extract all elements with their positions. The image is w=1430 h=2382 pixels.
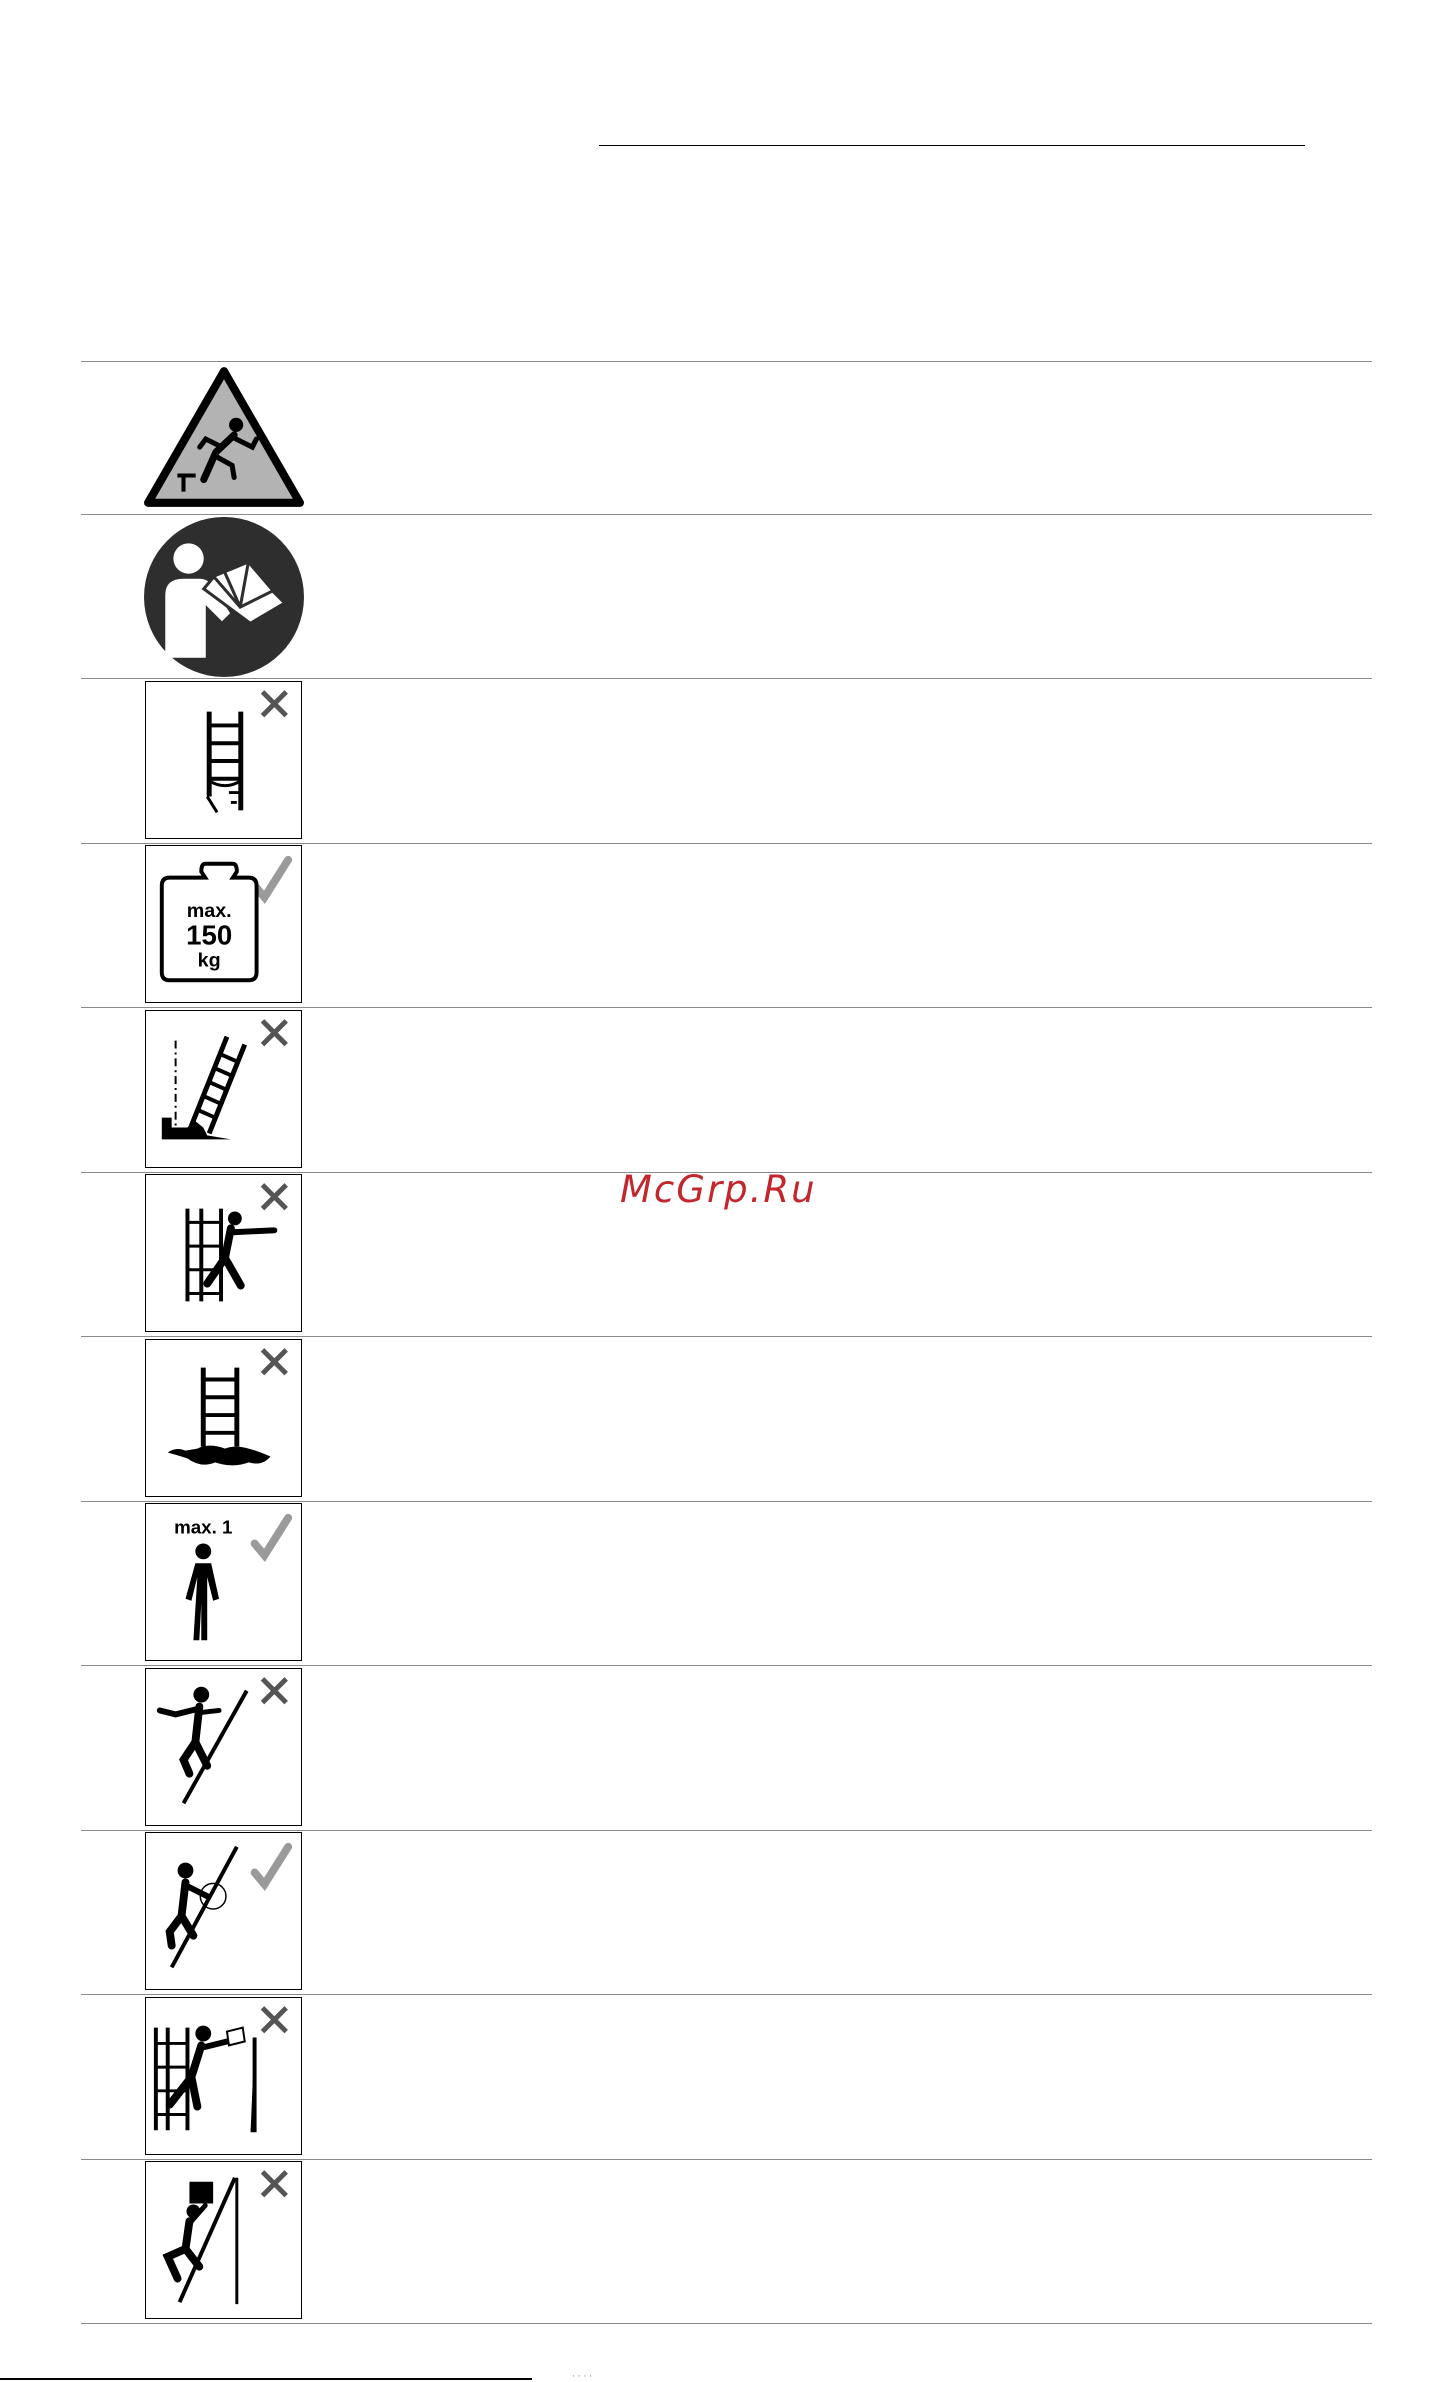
unstable-ground-icon xyxy=(145,1010,302,1168)
watermark-text: McGrp.Ru xyxy=(620,1168,817,1211)
row-divider xyxy=(81,1830,1372,1831)
carrying-load-icon xyxy=(145,2161,302,2319)
header-rule xyxy=(599,145,1305,146)
slippery-surface-icon xyxy=(145,1339,302,1497)
damaged-ladder-icon xyxy=(145,681,302,839)
row-divider xyxy=(81,1501,1372,1502)
person-limit-label: max. 1 xyxy=(174,1516,233,1538)
no-hand-hold-icon xyxy=(145,1668,302,1826)
row-divider xyxy=(81,2159,1372,2160)
hand-hold-icon xyxy=(145,1832,302,1990)
overreaching-icon xyxy=(145,1174,302,1332)
max-load-icon xyxy=(145,845,302,1003)
load-line2: 150 xyxy=(186,919,233,951)
row-divider xyxy=(81,361,1372,362)
load-line3: kg xyxy=(197,949,221,972)
warning-fall-icon xyxy=(143,366,305,508)
footer-fragment: · · · · xyxy=(572,2372,593,2382)
row-divider xyxy=(81,1336,1372,1337)
row-divider xyxy=(81,1994,1372,1995)
side-load-icon xyxy=(145,1997,302,2155)
row-divider xyxy=(81,1007,1372,1008)
load-line1: max. xyxy=(186,900,232,923)
footer-rule xyxy=(0,2378,532,2380)
read-manual-icon xyxy=(143,516,305,678)
row-divider xyxy=(81,514,1372,515)
row-divider xyxy=(81,2323,1372,2324)
max-one-person-icon xyxy=(145,1503,302,1661)
row-divider xyxy=(81,843,1372,844)
row-divider xyxy=(81,1665,1372,1666)
row-divider xyxy=(81,678,1372,679)
